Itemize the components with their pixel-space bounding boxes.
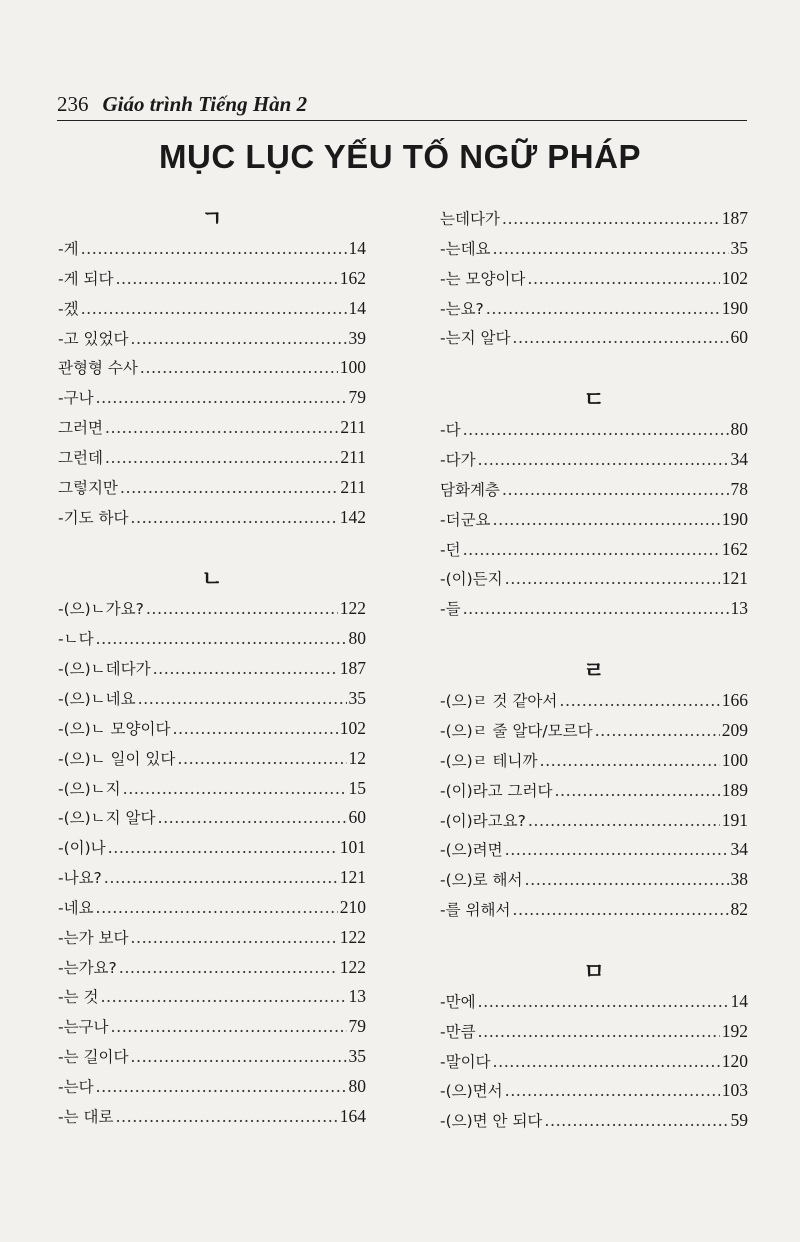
index-entry	[58, 353, 366, 383]
entry-page: 191	[721, 809, 748, 830]
dot-leader	[502, 475, 729, 505]
index-entry	[440, 1076, 748, 1106]
dot-leader	[463, 535, 720, 565]
dot-leader	[525, 865, 729, 895]
entry-page: 211	[340, 417, 366, 438]
running-header	[57, 92, 747, 121]
entry-page: 14	[348, 238, 366, 258]
index-entry	[440, 445, 748, 475]
entry-page: 187	[721, 208, 748, 228]
left-column	[58, 206, 366, 1132]
entry-term: -ㄴ다	[58, 630, 94, 649]
index-entry	[440, 505, 748, 535]
entry-page: 192	[721, 1020, 748, 1041]
entry-page: 187	[339, 658, 366, 679]
entry-term: -(이)라고 그러다	[440, 781, 553, 800]
entry-term: -나요?	[58, 869, 102, 888]
section-heading: ㄷ	[583, 388, 605, 414]
entry-page: 122	[339, 598, 366, 619]
dot-leader	[130, 1042, 346, 1072]
section-heading: ㄱ	[201, 207, 223, 232]
index-entry	[440, 1017, 748, 1047]
dot-leader	[130, 324, 346, 354]
index-entry	[58, 803, 366, 833]
entry-page: 162	[339, 267, 366, 288]
index-entry	[58, 443, 366, 473]
index-entry	[440, 776, 748, 806]
dot-leader	[539, 746, 719, 776]
entry-page: 209	[721, 719, 748, 740]
dot-leader	[157, 803, 346, 833]
entry-page: 34	[730, 449, 748, 470]
index-entry	[58, 383, 366, 413]
entry-page: 210	[339, 896, 366, 917]
index-section	[440, 959, 748, 1136]
dot-leader	[502, 204, 720, 234]
entry-term: -고 있었다	[58, 329, 129, 348]
entry-term: 담화계층	[440, 480, 500, 499]
entry-term: 그렇지만	[58, 478, 118, 497]
index-entry	[58, 833, 366, 863]
index-section	[440, 387, 748, 624]
entry-term: -는 대로	[58, 1107, 114, 1126]
entry-page: 34	[730, 839, 748, 860]
entry-page: 78	[730, 478, 748, 499]
dot-leader	[544, 1106, 728, 1136]
entry-term: -는 모양이다	[440, 269, 526, 288]
dot-leader	[96, 624, 347, 654]
entry-page: 122	[339, 956, 366, 977]
dot-leader	[119, 953, 338, 983]
entry-term: 관형형 수사	[58, 359, 138, 378]
page-number: 236	[57, 92, 89, 116]
index-section	[58, 566, 366, 1131]
entry-term: -는구나	[58, 1018, 109, 1037]
entry-term: -(으)ㄹ 줄 알다/모르다	[440, 721, 593, 740]
index-entry	[440, 686, 748, 716]
dot-leader	[108, 833, 338, 863]
entry-page: 80	[348, 1075, 366, 1096]
index-entry	[440, 746, 748, 776]
dot-leader	[505, 564, 720, 594]
dot-leader	[512, 895, 728, 925]
dot-leader	[478, 1017, 720, 1047]
entry-term: -는데요	[440, 239, 491, 258]
entry-page: 35	[348, 1046, 366, 1067]
entry-page: 79	[348, 387, 366, 408]
dot-leader	[140, 353, 338, 383]
section-heading: ㄴ	[201, 567, 223, 593]
index-entry	[58, 744, 366, 774]
entry-term: -더군요	[440, 510, 491, 529]
index-entry	[58, 503, 366, 533]
dot-leader	[120, 473, 338, 503]
dot-leader	[138, 684, 347, 714]
dot-leader	[478, 987, 729, 1017]
entry-term: -(으)로 해서	[440, 871, 523, 890]
entry-term: -만에	[440, 992, 476, 1011]
index-entry	[58, 324, 366, 354]
index-entry	[58, 1072, 366, 1102]
index-entry	[440, 535, 748, 565]
book-title: Giáo trình Tiếng Hàn 2	[102, 92, 308, 116]
entry-term: -는지 알다	[440, 329, 511, 348]
entry-page: 190	[721, 297, 748, 318]
index-entry	[58, 774, 366, 804]
entry-page: 102	[339, 717, 366, 738]
page-title: MỤC LỤC YẾU TỐ NGỮ PHÁP	[159, 138, 641, 175]
index-entry	[440, 806, 748, 836]
entry-term: -겠	[58, 299, 79, 318]
entry-page: 79	[348, 1016, 366, 1037]
dot-leader	[595, 716, 720, 746]
index-entry	[440, 987, 748, 1017]
entry-page: 121	[339, 867, 366, 888]
entry-page: 103	[721, 1080, 748, 1101]
entry-page: 100	[721, 749, 748, 770]
entry-page: 13	[348, 986, 366, 1007]
entry-term: -는 길이다	[58, 1048, 129, 1067]
entry-term: -는가 보다	[58, 928, 129, 947]
entry-term: -만큼	[440, 1022, 476, 1041]
index-entry	[58, 624, 366, 654]
dot-leader	[486, 294, 720, 324]
entry-term: -구나	[58, 389, 94, 408]
dot-leader	[123, 774, 347, 804]
entry-term: 는데다가	[440, 210, 500, 228]
entry-page: 101	[339, 837, 366, 858]
index-entry	[440, 1047, 748, 1077]
index-entry	[58, 234, 366, 264]
entry-term: -는가요?	[58, 958, 117, 977]
dot-leader	[115, 264, 337, 294]
entry-page: 12	[348, 747, 366, 768]
index-entry	[58, 1102, 366, 1132]
dot-leader	[96, 383, 347, 413]
entry-page: 14	[730, 990, 748, 1011]
entry-term: -(으)ㄴ지	[58, 779, 121, 798]
dot-leader	[463, 594, 729, 624]
dot-leader	[96, 1072, 347, 1102]
entry-term: -(으)ㄴ지 알다	[58, 809, 156, 828]
entry-page: 100	[339, 357, 366, 378]
dot-leader	[153, 654, 338, 684]
right-column	[440, 204, 748, 1136]
dot-leader	[81, 294, 347, 324]
index-entry	[440, 475, 748, 505]
entry-page: 164	[339, 1105, 366, 1126]
entry-term: 그런데	[58, 448, 103, 467]
entry-page: 211	[340, 446, 366, 467]
entry-page: 166	[721, 690, 748, 711]
entry-page: 15	[348, 777, 366, 798]
index-entry	[440, 234, 748, 264]
entry-term: -는요?	[440, 299, 484, 318]
entry-term: -(으)면 안 되다	[440, 1112, 543, 1131]
index-entry	[58, 473, 366, 503]
dot-leader	[105, 443, 338, 473]
section-heading: ㅁ	[583, 959, 605, 985]
entry-term: -(으)면서	[440, 1082, 503, 1101]
index-section	[440, 658, 748, 925]
dot-leader	[527, 264, 719, 294]
index-entry	[440, 835, 748, 865]
entry-page: 14	[348, 297, 366, 318]
entry-term: -게 되다	[58, 269, 114, 288]
index-entry	[58, 863, 366, 893]
index-entry	[440, 264, 748, 294]
dot-leader	[105, 413, 338, 443]
dot-leader	[81, 234, 347, 264]
entry-page: 80	[730, 419, 748, 440]
index-entry	[58, 1042, 366, 1072]
entry-term: -(이)나	[58, 839, 106, 858]
entry-page: 13	[730, 598, 748, 619]
entry-term: -들	[440, 600, 461, 619]
index-entry	[440, 594, 748, 624]
index-entry	[58, 714, 366, 744]
index-entry	[440, 895, 748, 925]
entry-term: -(으)ㄴ가요?	[58, 600, 144, 619]
entry-page: 190	[721, 508, 748, 529]
entry-page: 39	[348, 327, 366, 348]
entry-term: -(으)ㄴ데다가	[58, 660, 151, 679]
dot-leader	[478, 445, 729, 475]
index-entry	[58, 654, 366, 684]
index-entry	[440, 323, 748, 353]
index-entry	[58, 953, 366, 983]
entry-term: -말이다	[440, 1052, 491, 1071]
entry-page: 35	[730, 237, 748, 258]
dot-leader	[493, 1047, 720, 1077]
entry-page: 211	[340, 476, 366, 497]
index-section	[58, 206, 366, 532]
dot-leader	[146, 594, 338, 624]
entry-term: -(으)ㄴ 일이 있다	[58, 749, 176, 768]
entry-page: 38	[730, 869, 748, 890]
entry-term: -(으)ㄹ 것 같아서	[440, 692, 558, 711]
entry-page: 60	[348, 807, 366, 828]
index-entry	[58, 1012, 366, 1042]
entry-term: -는다	[58, 1077, 94, 1096]
index-entry	[440, 294, 748, 324]
entry-term: -게	[58, 240, 79, 258]
entry-page: 82	[730, 899, 748, 920]
entry-term: -를 위해서	[440, 901, 511, 920]
dot-leader	[111, 1012, 347, 1042]
entry-page: 80	[348, 628, 366, 649]
entry-term: -(으)ㄴ네요	[58, 689, 136, 708]
dot-leader	[115, 1102, 337, 1132]
index-entry	[58, 294, 366, 324]
entry-page: 162	[721, 538, 748, 559]
index-entry	[440, 1106, 748, 1136]
dot-leader	[493, 505, 720, 535]
dot-leader	[172, 714, 337, 744]
dot-leader	[177, 744, 346, 774]
index-entry	[440, 865, 748, 895]
dot-leader	[96, 893, 338, 923]
dot-leader	[559, 686, 719, 716]
dot-leader	[505, 835, 729, 865]
entry-term: -(으)려면	[440, 841, 503, 860]
dot-leader	[554, 776, 719, 806]
dot-leader	[104, 863, 338, 893]
entry-page: 142	[339, 506, 366, 527]
dot-leader	[100, 982, 346, 1012]
index-entry	[440, 716, 748, 746]
entry-page: 102	[721, 267, 748, 288]
entry-page: 60	[730, 327, 748, 348]
index-entry	[58, 264, 366, 294]
entry-term: 그러면	[58, 419, 103, 438]
entry-term: -(이)라고요?	[440, 811, 526, 830]
entry-term: -던	[440, 540, 461, 559]
entry-page: 121	[721, 568, 748, 589]
dot-leader	[528, 806, 720, 836]
entry-page: 59	[730, 1110, 748, 1131]
index-entry	[58, 413, 366, 443]
entry-term: -기도 하다	[58, 508, 129, 527]
entry-term: -(으)ㄴ 모양이다	[58, 719, 171, 738]
index-entry	[440, 204, 748, 234]
dot-leader	[130, 923, 337, 953]
entry-term: -다가	[440, 451, 476, 470]
dot-leader	[463, 415, 729, 445]
entry-page: 120	[721, 1050, 748, 1071]
index-entry	[58, 893, 366, 923]
entry-page: 35	[348, 687, 366, 708]
index-entry	[58, 923, 366, 953]
entry-term: -다	[440, 421, 461, 440]
section-heading: ㄹ	[583, 659, 605, 685]
index-entry	[58, 684, 366, 714]
index-entry	[440, 415, 748, 445]
index-entry	[440, 564, 748, 594]
entry-term: -(이)든지	[440, 570, 503, 589]
index-entry	[58, 594, 366, 624]
dot-leader	[130, 503, 337, 533]
entry-term: -네요	[58, 898, 94, 917]
dot-leader	[512, 323, 728, 353]
index-entry	[58, 982, 366, 1012]
entry-page: 189	[721, 779, 748, 800]
entry-page: 122	[339, 926, 366, 947]
dot-leader	[505, 1076, 720, 1106]
dot-leader	[493, 234, 729, 264]
continued-section	[440, 204, 748, 353]
entry-term: -(으)ㄹ 테니까	[440, 751, 538, 770]
entry-term: -는 것	[58, 988, 99, 1007]
